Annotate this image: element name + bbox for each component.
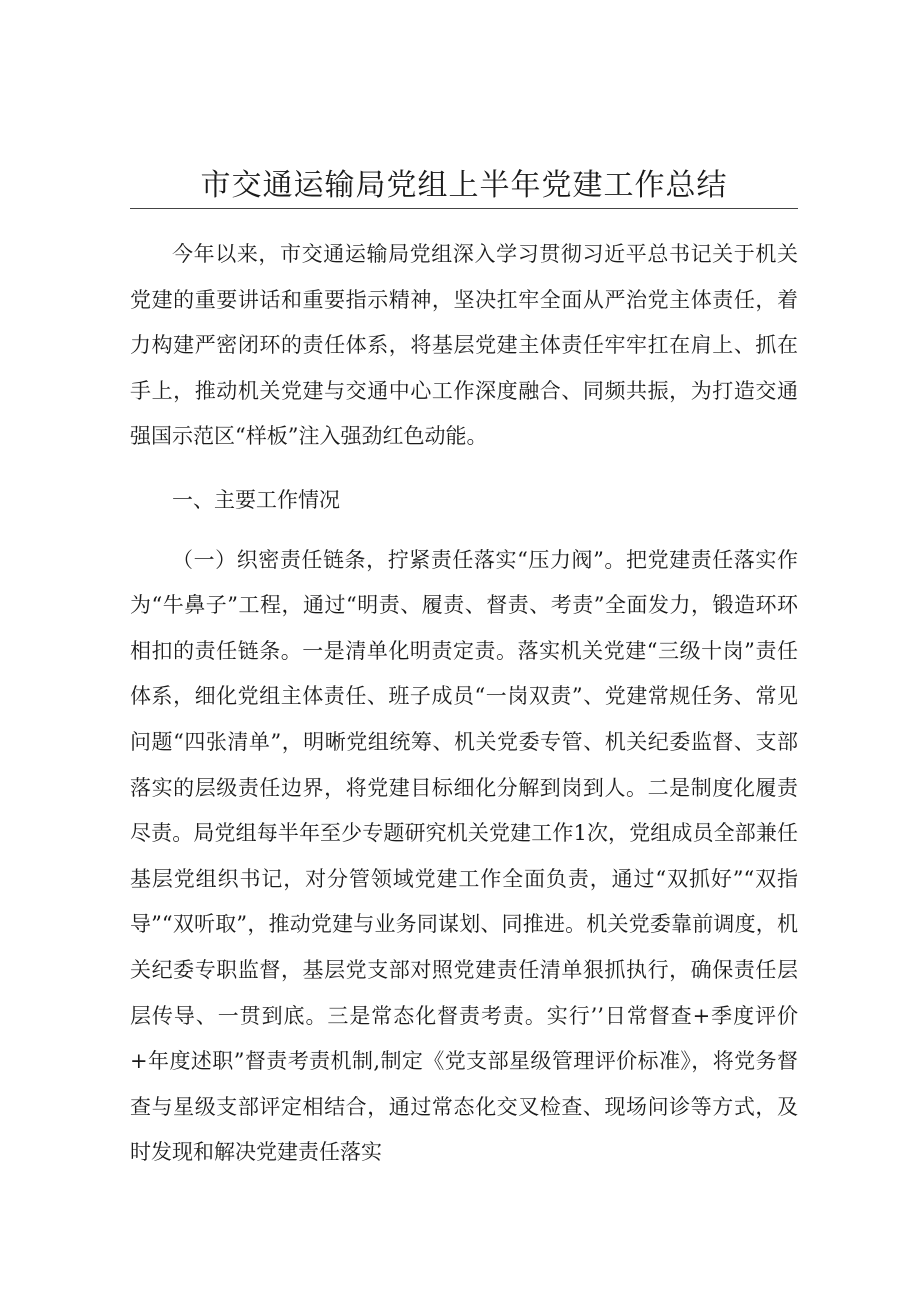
section-heading: 一、主要工作情况: [172, 487, 340, 512]
document-title: 市交通运输局党组上半年党建工作总结: [200, 168, 728, 203]
document-body: [130, 232, 798, 1176]
section-paragraph: （一）织密责任链条，拧紧责任落实“压力阀”。把党建责任落实作为“牛鼻子”工程，通过“明责、履责、督责、考责”全面发力，锻造环环相扣的责任链条。一是清单化明责定责。落实机关党建“三级十岗”责任体系，细化党组主体责任、班子成员“一岗双责”、党建常规任务、常见问题“四张清单”，明晰党组统筹、机关党委专管、机关纪委监督、支部落实的层级责任边界，将党建目标细化分解到岗到人。二是制度化履责尽责。局党组每半年至少专题研究机关党建工作1次，党组成员全部兼任基层党组织书记，对分管领域党建工作全面负责，通过“双抓好”“双指导”“双听取”，推动党建与业务同谋划、同推进。机关党委靠前调度，机关纪委专职监督，基层党支部对照党建责任清单狠抓执行，确保责任层层传导、一贯到底。三是常态化督责考责。实行’’日常督查+季度评价+年度述职”督责考责机制,制定《党支部星级管理评价标准》，将党务督查与星级支部评定相结合，通过常态化交叉检查、现场问诊等方式，及时发现和解决党建责任落实: [130, 547, 798, 1165]
title-underline: [130, 208, 798, 209]
intro-paragraph: 今年以来，市交通运输局党组深入学习贯彻习近平总书记关于机关党建的重要讲话和重要指示精神，坚决扛牢全面从严治党主体责任，着力构建严密闭环的责任体系，将基层党建主体责任牢牢扛在肩上、抓在手上，推动机关党建与交通中心工作深度融合、同频共振，为打造交通强国示范区“样板”注入强劲红色动能。: [130, 242, 798, 449]
